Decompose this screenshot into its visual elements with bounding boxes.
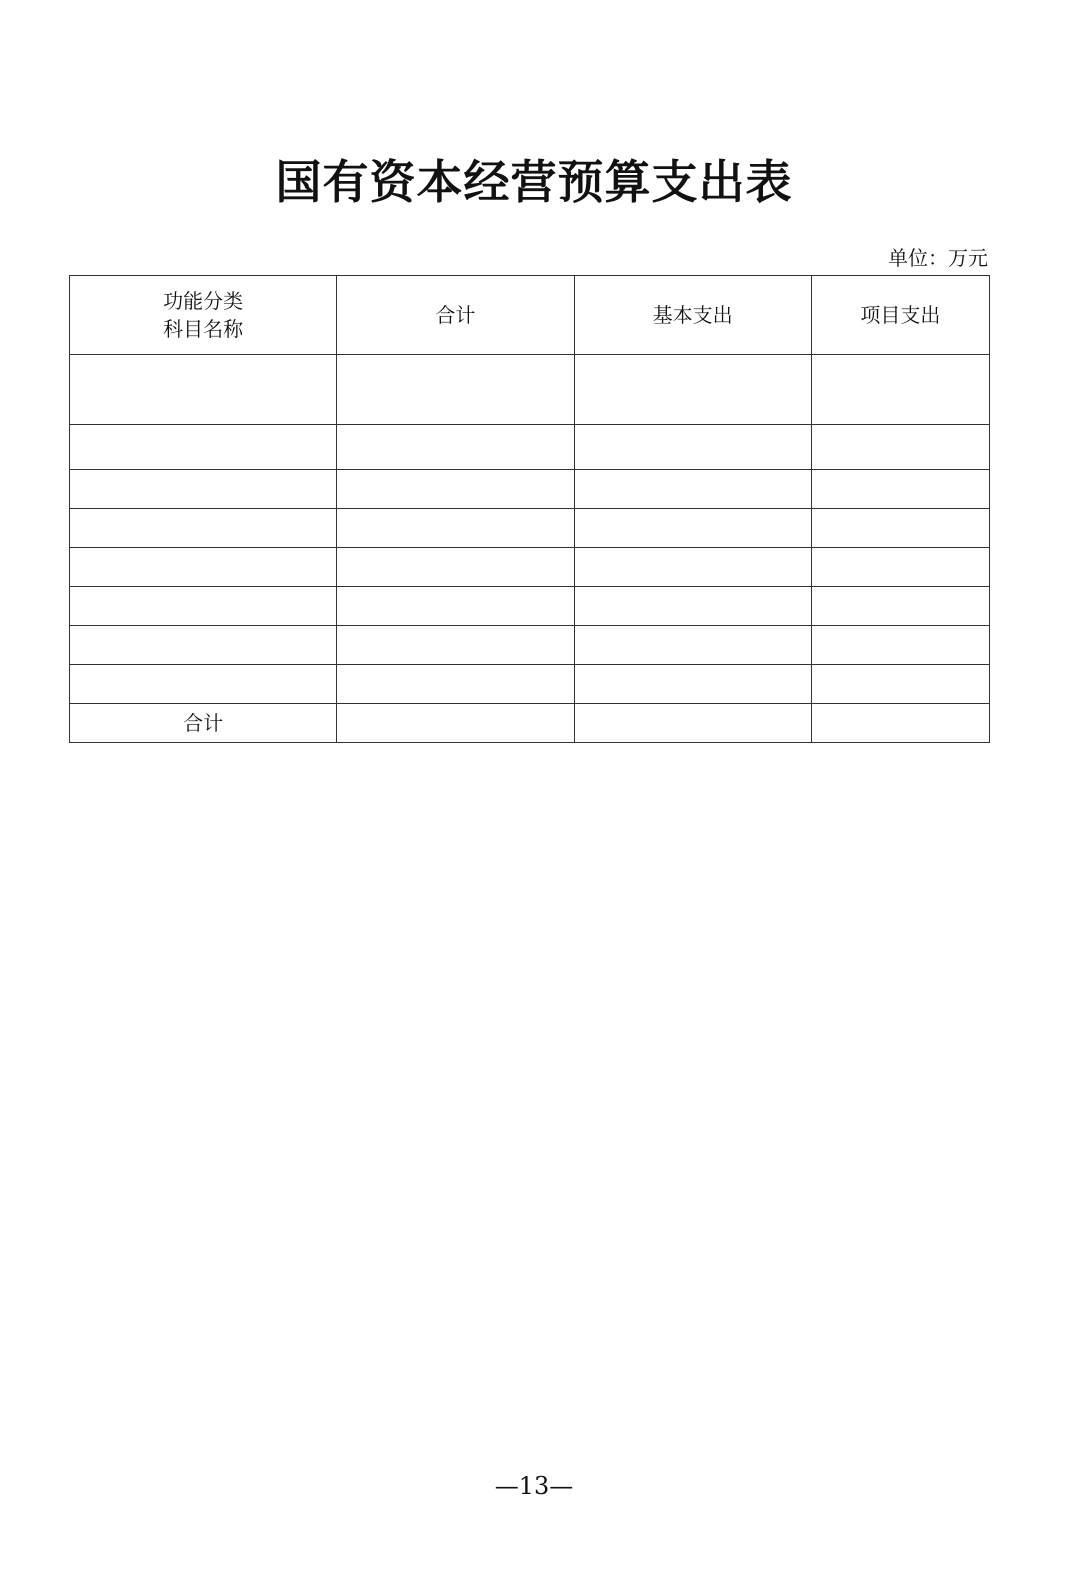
table-row [70, 665, 990, 704]
table-cell [811, 665, 989, 704]
table-cell [574, 548, 811, 587]
table-cell [574, 665, 811, 704]
total-row-cell [811, 704, 989, 743]
page-title: 国有资本经营预算支出表 [275, 155, 793, 209]
table-cell [337, 470, 574, 509]
header-subject-name-line1: 功能分类 [163, 289, 244, 313]
table-row [70, 548, 990, 587]
total-row-label: 合计 [70, 704, 337, 743]
total-row-cell [337, 704, 574, 743]
table-cell [70, 470, 337, 509]
table-row [70, 355, 990, 425]
table-cell [811, 355, 989, 425]
table-cell [337, 587, 574, 626]
header-subject-name-line2: 科目名称 [163, 317, 244, 341]
table-cell [574, 587, 811, 626]
total-row-cell [574, 704, 811, 743]
table-cell [70, 626, 337, 665]
total-row [70, 704, 990, 743]
table-cell [70, 425, 337, 470]
table-cell [811, 509, 989, 548]
table-cell [70, 587, 337, 626]
table-cell [337, 509, 574, 548]
table-cell [811, 587, 989, 626]
table-row [70, 470, 990, 509]
header-total: 合计 [337, 276, 574, 355]
header-subject-name [70, 276, 337, 355]
table-cell [337, 355, 574, 425]
table-cell [574, 425, 811, 470]
budget-table [69, 275, 990, 743]
table-cell [70, 665, 337, 704]
table-row [70, 509, 990, 548]
table-cell [574, 355, 811, 425]
unit-label: 单位：万元 [888, 246, 988, 270]
table-cell [337, 548, 574, 587]
table-cell [70, 548, 337, 587]
table-header-row [70, 276, 990, 355]
header-project-expenditure: 项目支出 [811, 276, 989, 355]
table-cell [811, 626, 989, 665]
page-number: —13— [494, 1472, 574, 1500]
table-cell [70, 355, 337, 425]
table-cell [574, 470, 811, 509]
table-cell [574, 626, 811, 665]
table-cell [811, 470, 989, 509]
table-cell [811, 548, 989, 587]
table-cell [337, 425, 574, 470]
table-cell [811, 425, 989, 470]
table-cell [337, 665, 574, 704]
header-basic-expenditure: 基本支出 [574, 276, 811, 355]
table-row [70, 425, 990, 470]
table-cell [574, 509, 811, 548]
table-row [70, 587, 990, 626]
table-cell [70, 509, 337, 548]
table-row [70, 626, 990, 665]
table-cell [337, 626, 574, 665]
